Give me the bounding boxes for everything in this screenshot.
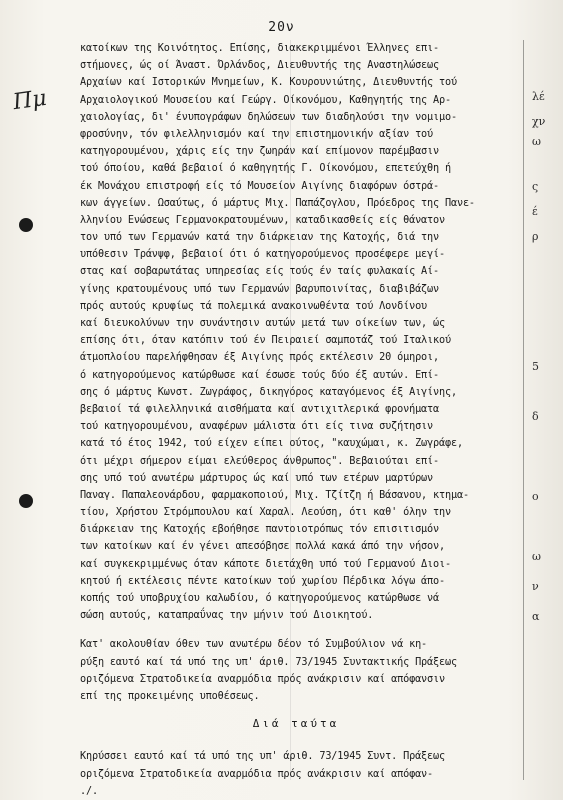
marginalia-glyph: ρ bbox=[532, 230, 539, 243]
text-line: χαιολογίας, δι' ένυπογράφων δηλώσεων των διαδηλούσι την νομιμο- bbox=[80, 111, 457, 123]
text-line: Κατ' ακολουθίαν όθεν των ανωτέρω δέον τό Συμβούλιον νά κη- bbox=[80, 639, 428, 651]
document-body bbox=[80, 40, 512, 800]
text-line: των κατοίκων καί έν γένει απεσόβησε πολλά κακά άπό την νήσον, bbox=[80, 541, 445, 553]
text-line: υπόθεσιν Τράνψφ, βεβαιοί ότι ό κατηγορούμενος προσέφερε μεγί- bbox=[80, 249, 445, 261]
text-line: τού όποίου, καθά βεβαιοί ό καθηγητής Γ. Οίκονόμου, επετεύχθη ή bbox=[80, 163, 451, 175]
text-line: κων άγγείων. Ωσαύτως, ό μάρτυς Μιχ. Παπάζογλου, Πρόεδρος της Πανε- bbox=[80, 197, 475, 209]
marginalia-glyph: ς bbox=[532, 180, 539, 193]
text-line: λληνίου Ενώσεως Γερμανοκρατουμένων, καταδικασθείς είς θάνατον bbox=[80, 214, 445, 226]
punch-hole bbox=[19, 218, 33, 232]
text-line: Παναγ. Παπαλεονάρδου, φαρμακοποιού, Μιχ. Τζίτζη ή Βάσανου, κτημα- bbox=[80, 489, 469, 501]
text-line: καί διευκολύνων την συνάντησιν αυτών μετά των οίκείων των, ώς bbox=[80, 318, 445, 329]
text-line: τον υπό των Γερμανών κατά την διάρκειαν της Κατοχής, διά την bbox=[80, 232, 440, 244]
punch-hole bbox=[19, 494, 33, 508]
text-line: κατά τό έτος 1942, τού είχεν είπει ούτος, "καυχώμαι, κ. Ζωγράφε, bbox=[80, 438, 463, 450]
section-heading: Διά ταύτα bbox=[252, 717, 340, 731]
underlying-page-edge bbox=[523, 40, 524, 780]
text-line: στας καί σοβαρωτάτας υπηρεσίας είς τούς έν ταίς φυλακαίς Αί- bbox=[80, 266, 440, 278]
marginalia-glyph: δ bbox=[532, 410, 539, 423]
text-line: άτμοπλοίου παρελήφθησαν έξ Αιγίνης πρός εκτέλεσιν 20 όμηροι, bbox=[80, 352, 440, 364]
text-line: στήμονες, ώς οί Άναστ. Όρλάνδος, Διευθυντής της Αναστηλώσεως bbox=[80, 60, 440, 72]
marginalia-glyph: ν bbox=[532, 580, 539, 593]
marginalia-glyph: α bbox=[532, 610, 540, 623]
text-line: οριζόμενα Στρατοδικεία αναρμόδια πρός ανάκρισιν καί απόφανσιν bbox=[80, 673, 445, 685]
text-line: οριζόμενα Στρατοδικεία αναρμόδια πρός ανάκρισιν καί απόφαν- bbox=[80, 768, 434, 780]
marginalia-glyph: έ bbox=[532, 205, 538, 218]
text-line: καί συγκεκριμμένως όταν κάποτε διετάχθη υπό τού Γερμανού Διοι- bbox=[80, 558, 451, 570]
text-line: σώση αυτούς, καταπραΰνας την μήνιν τού Διοικητού. bbox=[80, 610, 374, 622]
text-line: κατηγορουμένου, χάρις είς την ζωηράν καί επίμονον παρέμβασιν bbox=[80, 146, 440, 158]
text-line: φροσύνην, τόν φιλελληνισμόν καί την επιστημονικήν αξίαν τού bbox=[80, 128, 434, 140]
text-line: Αρχαιολογικού Μουσείου καί Γεώργ. Οίκονόμου, Καθηγητής της Αρ- bbox=[80, 94, 451, 106]
marginalia-glyph: λέ bbox=[532, 90, 545, 103]
text-line: κατοίκων της Κοινότητος. Επίσης, διακεκριμμένοι Έλληνες επι- bbox=[80, 43, 440, 54]
text-line: πρός αυτούς κρυφίως τά πολεμικά ανακοινωθέντα τού Λονδίνου bbox=[80, 300, 428, 312]
marginalia-glyph: 5 bbox=[532, 360, 539, 373]
text-line: ./. bbox=[80, 785, 98, 797]
text-line: Κηρύσσει εαυτό καί τά υπό της υπ' άριθ. 73/1945 Συντ. Πράξεως bbox=[80, 751, 445, 763]
text-line: Αρχαίων καί Ιστορικών Μνημείων, Κ. Κουρουνιώτης, Διευθυντής τού bbox=[80, 77, 457, 89]
text-line: ότι μέχρι σήμερον είμαι ελεύθερος άνθρωπος". Βεβαιούται επί- bbox=[80, 455, 440, 467]
text-line: σης υπό τού ανωτέρω μάρτυρος ώς καί υπό των ετέρων μαρτύρων bbox=[80, 472, 434, 484]
text-line: τίου, Χρήστου Στρόμπουλου καί Χαραλ. Λεούση, ότι καθ' όλην την bbox=[80, 507, 451, 519]
text-line: ρύξη εαυτό καί τά υπό της υπ' άριθ. 73/1945 Συντακτικής Πράξεως bbox=[80, 656, 457, 668]
marginalia-glyph: ω bbox=[532, 135, 541, 148]
text-line: διάρκειαν της Κατοχής εβοήθησε παντοιοτρόπως τόν επισιτισμόν bbox=[80, 524, 440, 536]
text-line: βεβαιοί τά φιλελληνικά αισθήματα καί αντιχιτλερικά φρονήματα bbox=[80, 403, 440, 415]
text-line: σης ό μάρτυς Κωνστ. Ζωγράφος, δικηγόρος καταγόμενος έξ Αιγίνης, bbox=[80, 386, 457, 398]
marginalia-glyph: χν bbox=[532, 115, 546, 128]
text-line: γίνης κρατουμένους υπό των Γερμανών βαρυποινίτας, διαβιβάζων bbox=[80, 283, 440, 295]
body-paragraph-testimony bbox=[80, 40, 512, 624]
body-paragraph-verdict bbox=[80, 748, 512, 800]
text-line: κητού ή εκτέλεσις πέντε κατοίκων τού χωρίου Πέρδικα λόγω άπο- bbox=[80, 575, 445, 587]
marginalia-glyph: ω bbox=[532, 550, 541, 563]
text-line: επί της προκειμένης υποθέσεως. bbox=[80, 690, 260, 702]
marginalia-glyph: ο bbox=[532, 490, 539, 503]
body-paragraph-conclusion bbox=[80, 636, 512, 705]
handwritten-margin-mark: Πμ bbox=[11, 85, 49, 116]
text-line: ό κατηγορούμενος κατώρθωσε καί έσωσε τούς δύο έξ αυτών. Επί- bbox=[80, 369, 440, 381]
text-line: κοπής τού υποβρυχίου καλωδίου, ό κατηγορούμενος κατώρθωσε νά bbox=[80, 593, 440, 604]
text-line: τού κατηγορουμένου, αναφέρων μάλιστα ότι είς τινα συζήτησιν bbox=[80, 421, 434, 433]
page-number: 20ν bbox=[268, 20, 295, 35]
underlying-page-marginalia bbox=[528, 30, 558, 790]
text-line: έκ Μονάχου επιστροφή είς τό Μουσείον Αιγίνης διαφόρων όστρά- bbox=[80, 180, 440, 192]
text-line: επίσης ότι, όταν κατόπιν τού έν Πειραιεί σαμποτάζ τού Ιταλικού bbox=[80, 335, 451, 347]
